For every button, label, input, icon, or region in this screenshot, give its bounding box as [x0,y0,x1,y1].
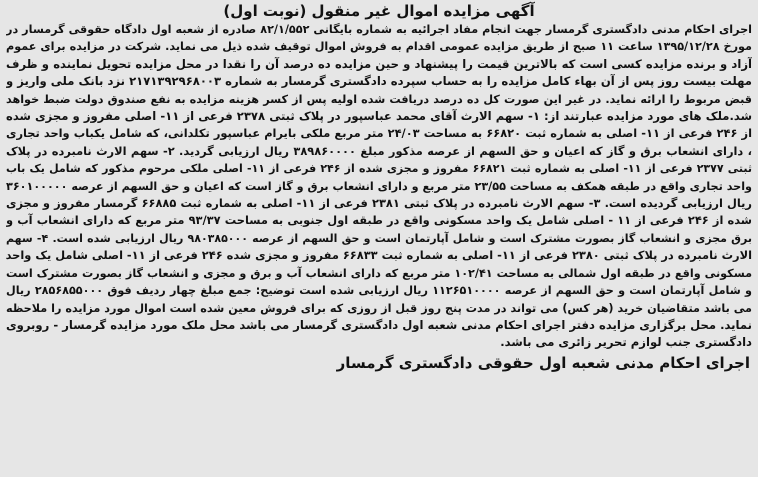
notice-line: مهلت بیست روز پس از آن بهاء کامل مزایده را به حساب سپرده دادگستری گرمسار به شماره ۲۱۷۱۳۹۲۹۶۸۰۰۳ نزد بانک ملی واریز و [6,74,752,89]
notice-line: و شامل آپارتمان است و حق السهم از عرصه ۱۱۲۶۵۱۰۰۰۰ ریال ارزیابی شده است توضیح: جمع مبلغ چهار ردیف فوق ۲۸۵۶۸۵۵۰۰۰ ریال [6,284,752,298]
notice-body [6,21,752,352]
notice-title: آگهی مزایده اموال غیر منقول (نوبت اول) [223,2,535,20]
notice-line: واحد تجاری واقع در طبقه همکف به مساحت ۲۳/۵۵ متر مربع و دارای انشعاب برق و گاز است که اعیان و حق السهم از عرصه ۳۶۰۱۰۰۰۰۰ [6,179,752,193]
notice-line: مسکونی واقع در طبقه اول شمالی به مساحت ۱۰۲/۴۱ متر مربع که دارای انشعاب آب و برق و مجزی و انشعاب گاز بصورت مشترک است [6,266,752,280]
notice-line: آزاد و برنده مزایده کسی است که بالاترین قیمت را پیشنهاد و حین مزایده ده درصد آن را نقدا در محل مزایده تحویل نماینده و ظرف [6,56,752,71]
notice-line: ریال ارزیابی گردیده است. ۳- سهم الارث نامبرده در پلاک ثبتی ۲۳۸۱ فرعی از ۱۱- اصلی به شماره ثبت ۶۶۸۸۵ گرمسار مفروز و مجزی [6,196,752,211]
notice-line: مورخ ۱۳۹۵/۱۲/۲۸ ساعت ۱۱ صبح از طریق مزایده عمومی اقدام به فروش اموال توقیف شده ذیل می نماید. شرکت در مزایده برای عموم [6,40,752,54]
notice-line: الارث نامبرده در پلاک ثبتی ۲۳۸۰ فرعی از ۱۱- اصلی به شماره ثبت ۶۶۸۳۳ مفروز و مجزی شده ۲۴۶ فرعی از ۱۱- اصلی شامل یک واحد [6,248,752,263]
notice-line: ، دارای انشعاب برق و گاز که اعیان و حق السهم از عرصه مذکور مبلغ ۳۸۹۸۶۰۰۰۰ ریال ارزیابی گردید. ۲- سهم الارث نامبرده در پلاک [6,143,752,158]
notice-line: شد.ملک های مورد مزایده عبارتند از: ۱- سهم الارث آقای محمد عباسپور در پلاک ثبتی ۲۳۷۸ فرعی از ۱۱- اصلی مفروز و مجزی شده [6,109,752,124]
notice-signature: اجرای احکام مدنی شعبه اول حقوقی دادگستری گرمسار [336,353,750,372]
notice-line: برق مجزی و انشعاب گاز بصورت مشترک است و شامل آپارتمان است و حق السهم از عرصه ۹۸۰۳۸۵۰۰۰ ریال ارزیابی شده است. ۴- سهم [6,231,752,245]
notice-line: اجرای احکام مدنی دادگستری گرمسار جهت انجام مفاد اجرائیه به شماره بایگانی ۸۲/۱/۵۵۲ صادره از شعبه اول دادگاه حقوقی گرمسار در [6,23,752,36]
notice-line: می باشد متقاضیان خرید (هر کس) می تواند در مدت پنج روز قبل از روزی که برای فروش معین شده است اموال مورد مزایده را ملاحظه [6,301,752,315]
notice-line: قبض مربوط را ارائه نماید. در غیر این صورت کل ده درصد دریافت شده اولیه پس از کسر هزینه مزایده به نفع صندوق دولت ضبط خواهد [6,92,752,106]
notice-line: ثبتی ۲۳۷۷ فرعی از ۱۱- اصلی به شماره ثبت ۶۶۸۲۱ مفروز و مجزی شده از ۲۴۶ فرعی از ۱۱- اصلی ملکی مرحوم مذکور که شامل یک باب [6,162,752,176]
notice-line: از ۲۴۶ فرعی از ۱۱- اصلی به شماره ثبت ۶۶۸۲۰ به مساحت ۲۴/۰۳ متر مربع ملکی بایرام عباسپور تکلدانی، که شامل یکباب واحد تجاری [6,126,752,141]
notice-line: دادگستری جنب لوازم تحریر زائری می باشد. [500,335,752,350]
notice-line: نماید. محل برگزاری مزایده دفتر اجرای احکام مدنی شعبه اول دادگستری گرمسار می باشد محل ملک مورد مزایده گرمسار - روبروی [6,317,752,332]
notice-line: شده از ۲۴۶ فرعی از ۱۱ - اصلی شامل یک واحد مسکونی واقع در طبقه اول جنوبی به مساحت ۹۳/۳۷ متر مربع که دارای انشعاب آب و [6,213,752,228]
